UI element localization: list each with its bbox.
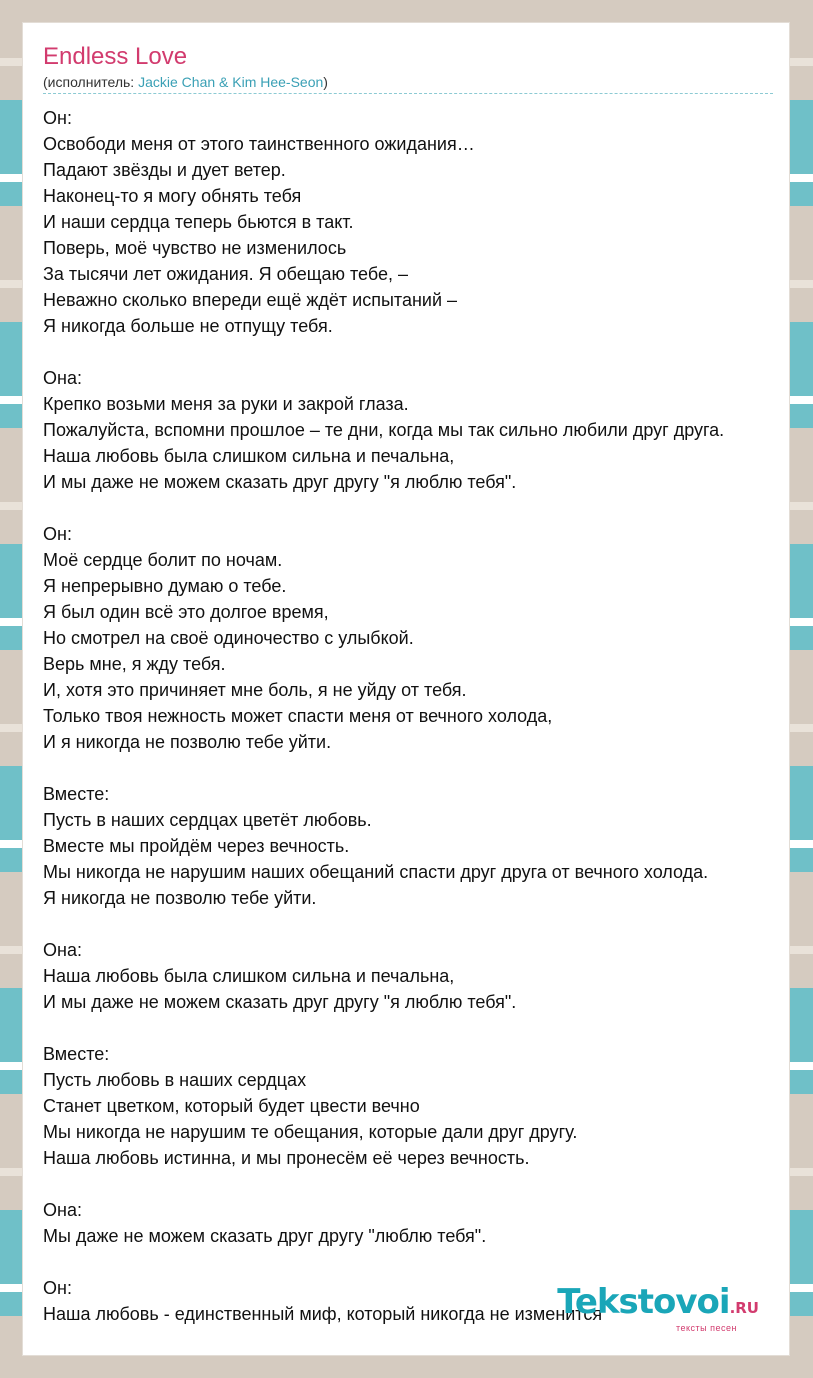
lyrics-line: И наши сердца теперь бьются в такт. <box>43 212 354 232</box>
lyrics-line: Наша любовь была слишком сильна и печальна, <box>43 446 455 466</box>
lyrics-line: И мы даже не можем сказать друг другу "я люблю тебя". <box>43 472 517 492</box>
lyrics-blank-line <box>43 339 790 365</box>
lyrics-line: Мы никогда не нарушим те обещания, которые дали друг другу. <box>43 1122 578 1142</box>
performer-suffix: ) <box>323 74 328 90</box>
lyrics-line: Он: <box>43 1278 72 1298</box>
performer-line <box>43 74 328 90</box>
lyrics-blank-line <box>43 755 790 781</box>
lyrics-line: Наша любовь истинна, и мы пронесём её через вечность. <box>43 1148 530 1168</box>
lyrics-blank-line <box>43 495 790 521</box>
lyrics-line: И я никогда не позволю тебе уйти. <box>43 732 332 752</box>
lyrics-line: Моё сердце болит по ночам. <box>43 550 283 570</box>
lyrics-blank-line <box>43 1249 790 1275</box>
logo-tagline: тексты песен <box>675 1323 737 1333</box>
logo-tld: .RU <box>729 1299 759 1317</box>
lyrics-line: Падают звёзды и дует ветер. <box>43 160 286 180</box>
artist-link[interactable]: Jackie Chan & Kim Hee-Seon <box>138 74 324 90</box>
lyrics-blank-line <box>43 1015 790 1041</box>
lyrics-line: Наша любовь - единственный миф, который никогда не изменится <box>43 1304 603 1324</box>
performer-prefix: (исполнитель: <box>43 74 139 90</box>
lyrics-line: И мы даже не можем сказать друг другу "я люблю тебя". <box>43 992 517 1012</box>
lyrics-line: Только твоя нежность может спасти меня от вечного холода, <box>43 706 553 726</box>
lyrics-line: Пожалуйста, вспомни прошлое – те дни, когда мы так сильно любили друг друга. <box>43 420 725 440</box>
lyrics-line: За тысячи лет ожидания. Я обещаю тебе, – <box>43 264 409 284</box>
lyrics-line: Вместе мы пройдём через вечность. <box>43 836 350 856</box>
lyrics-line: Мы никогда не нарушим наших обещаний спасти друг друга от вечного холода. <box>43 862 709 882</box>
lyrics-line: Вместе: <box>43 784 110 804</box>
lyrics-line: Неважно сколько впереди ещё ждёт испытаний – <box>43 290 458 310</box>
lyrics-blank-line <box>43 911 790 937</box>
lyrics-line: Я никогда не позволю тебе уйти. <box>43 888 317 908</box>
lyrics-line: Крепко возьми меня за руки и закрой глаза. <box>43 394 409 414</box>
logo-name: Tekstovoi <box>557 1282 730 1322</box>
song-title: Endless Love <box>43 43 188 70</box>
dashed-divider <box>43 93 773 94</box>
lyrics-line: Он: <box>43 524 72 544</box>
lyrics-line: Она: <box>43 1200 82 1220</box>
lyrics-line: Пусть любовь в наших сердцах <box>43 1070 307 1090</box>
lyrics-line: Она: <box>43 368 82 388</box>
lyrics-line: Но смотрел на своё одиночество с улыбкой. <box>43 628 414 648</box>
lyrics-line: Она: <box>43 940 82 960</box>
site-logo[interactable] <box>557 1282 759 1333</box>
lyrics-line: Наша любовь была слишком сильна и печальна, <box>43 966 455 986</box>
lyrics-card <box>22 22 790 1356</box>
lyrics-line: Я никогда больше не отпущу тебя. <box>43 316 333 336</box>
lyrics-line: Я был один всё это долгое время, <box>43 602 329 622</box>
lyrics-text <box>43 105 790 1327</box>
lyrics-line: Поверь, моё чувство не изменилось <box>43 238 347 258</box>
lyrics-line: Наконец-то я могу обнять тебя <box>43 186 302 206</box>
lyrics-line: Верь мне, я жду тебя. <box>43 654 226 674</box>
lyrics-blank-line <box>43 1171 790 1197</box>
lyrics-line: И, хотя это причиняет мне боль, я не уйду от тебя. <box>43 680 467 700</box>
lyrics-line: Освободи меня от этого таинственного ожидания… <box>43 134 475 154</box>
lyrics-line: Я непрерывно думаю о тебе. <box>43 576 287 596</box>
lyrics-line: Станет цветком, который будет цвести вечно <box>43 1096 420 1116</box>
lyrics-line: Он: <box>43 108 72 128</box>
lyrics-line: Пусть в наших сердцах цветёт любовь. <box>43 810 372 830</box>
lyrics-line: Вместе: <box>43 1044 110 1064</box>
lyrics-line: Мы даже не можем сказать друг другу "люблю тебя". <box>43 1226 487 1246</box>
